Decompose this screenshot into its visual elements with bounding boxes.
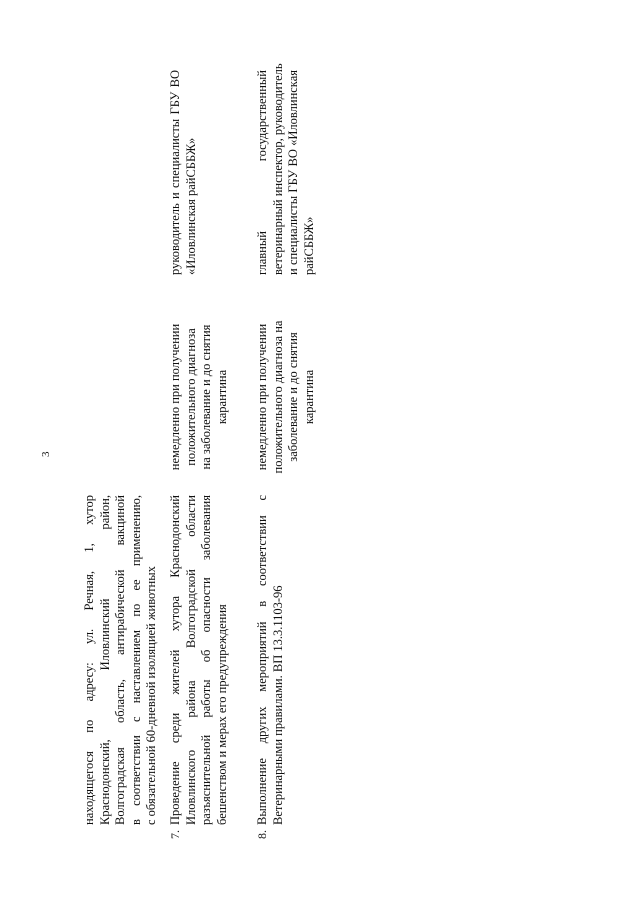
text-line: руководитель и специалисты ГБУ ВО bbox=[168, 70, 182, 275]
row-description bbox=[168, 495, 230, 825]
row-responsible bbox=[168, 70, 199, 275]
text-line: Волгоградская область, антирабической вакциной bbox=[113, 495, 127, 825]
text-line: карантина bbox=[214, 369, 229, 425]
text-line: положительного диагноза на bbox=[270, 320, 285, 474]
text-line: Краснодонский, Иловлинский район, bbox=[97, 495, 112, 825]
text-line: Проведение среди жителей хутора Краснодонский bbox=[168, 495, 182, 825]
text-line: Иловлинского района Волгоградской области bbox=[183, 495, 198, 825]
text-line: с обязательной 60-дневной изоляцией животных bbox=[144, 566, 158, 825]
text-line: Выполнение других мероприятий в соответствии с bbox=[255, 495, 269, 825]
row-number: 8. bbox=[255, 830, 269, 839]
text-line: Ветеринарными правилами. ВП 13.3.1103-96 bbox=[270, 585, 285, 825]
row-responsible bbox=[255, 63, 317, 275]
text-line: и специалисты ГБУ ВО «Иловлинская bbox=[286, 70, 300, 275]
text-line: немедленно при получении bbox=[255, 323, 269, 471]
row-deadline bbox=[168, 317, 230, 477]
top-block-text bbox=[82, 495, 160, 825]
row-description bbox=[255, 495, 286, 825]
row-number: 7. bbox=[168, 830, 182, 839]
text-line: райСББЖ» bbox=[301, 216, 316, 275]
text-line: главный государственный bbox=[255, 70, 269, 275]
text-line: «Иловлинская райСББЖ» bbox=[183, 137, 198, 275]
page-number: 3 bbox=[40, 451, 52, 457]
row-deadline bbox=[255, 317, 317, 477]
text-line: на заболевание и до снятия bbox=[199, 324, 213, 470]
text-line: положительного диагноза bbox=[183, 328, 198, 466]
text-line: карантина bbox=[301, 369, 316, 425]
text-line: ветеринарный инспектор, руководитель bbox=[270, 63, 285, 275]
text-line: бешенством и мерах его предупреждения bbox=[214, 604, 229, 825]
text-line: находящегося по адресу: ул. Речная, 1, хутор bbox=[82, 495, 96, 825]
text-line: заболевание и до снятия bbox=[286, 332, 300, 462]
text-line: разъяснительной работы об опасности заболевания bbox=[199, 495, 213, 825]
text-line: в соответствии с наставлением по ее применению, bbox=[128, 495, 143, 825]
text-line: немедленно при получении bbox=[168, 323, 182, 471]
